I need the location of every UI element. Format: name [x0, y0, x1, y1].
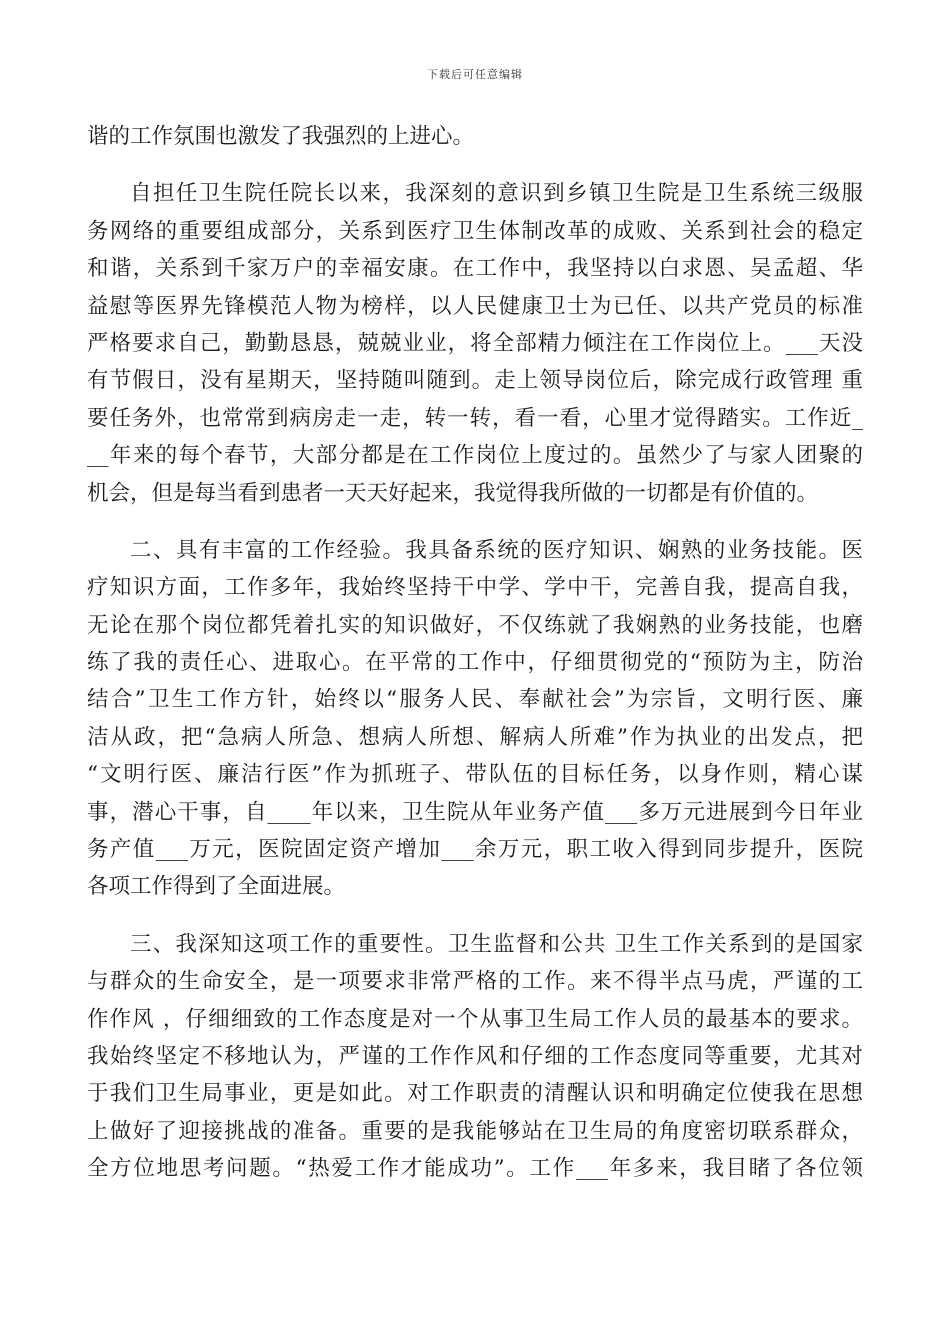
text-line: 有节假日，没有星期天，坚持随叫随到。走上领导岗位后，除完成行政管理 重 — [87, 368, 863, 394]
text-line: 于我们卫生局事业，更是如此。对工作职责的清醒认识和明确定位使我在思想 — [87, 1081, 863, 1107]
text-line: 全方位地思考问题。“热爱工作才能成功”。工作___年多来，我目睹了各位领 — [87, 1156, 863, 1182]
text-line: 三、我深知这项工作的重要性。卫生监督和公共 卫生工作关系到的是国家 — [130, 931, 863, 957]
text-line: 严格要求自己，勤勤恳恳，兢兢业业，将全部精力倾注在工作岗位上。___天没 — [87, 330, 863, 356]
paragraph — [87, 175, 863, 512]
paragraph — [87, 118, 863, 155]
text-line: 要任务外，也常常到病房走一走，转一转，看一看，心里才觉得踏实。工作近_ — [87, 405, 863, 431]
text-line: 结合”卫生工作方针，始终以“服务人民、奉献社会”为宗旨，文明行医、廉 — [87, 687, 863, 713]
document-body — [87, 118, 863, 1188]
text-line: 二、具有丰富的工作经验。我具备系统的医疗知识、娴熟的业务技能。医 — [130, 537, 863, 563]
page-header: 下载后可任意编辑 — [427, 68, 523, 81]
text-line: __年来的每个春节，大部分都是在工作岗位上度过的。虽然少了与家人团聚的 — [87, 443, 863, 469]
text-line: 机会，但是每当看到患者一天天好起来，我觉得我所做的一切都是有价值的。 — [87, 480, 819, 506]
paragraph — [87, 532, 863, 906]
text-line: 谐的工作氛围也激发了我强烈的上进心。 — [87, 124, 475, 149]
text-line: 自担任卫生院任院长以来，我深刻的意识到乡镇卫生院是卫生系统三级服 — [130, 181, 863, 207]
text-line: 益慰等医界先锋模范人物为榜样，以人民健康卫士为已任、以共产党员的标准 — [87, 293, 863, 319]
paragraph — [87, 926, 863, 1188]
text-line: 洁从政，把“急病人所急、想病人所想、解病人所难”作为执业的出发点，把 — [87, 724, 863, 750]
text-line: 疗知识方面，工作多年，我始终坚持干中学、学中干，完善自我，提高自我， — [87, 575, 863, 601]
text-line: 和谐，关系到千家万户的幸福安康。在工作中，我坚持以白求恩、吴孟超、华 — [87, 256, 863, 282]
text-line: 作作风 ，仔细细致的工作态度是对一个从事卫生局工作人员的最基本的要求。 — [87, 1006, 863, 1032]
text-line: 无论在那个岗位都凭着扎实的知识做好，不仅练就了我娴熟的业务技能，也磨 — [87, 612, 863, 638]
text-line: 与群众的生命安全，是一项要求非常严格的工作。来不得半点马虎，严谨的工 — [87, 969, 863, 995]
text-line: “文明行医、廉洁行医”作为抓班子、带队伍的目标任务，以身作则，精心谋 — [87, 762, 863, 788]
text-line: 我始终坚定不移地认为，严谨的工作作风和仔细的工作态度同等重要，尤其对 — [87, 1043, 863, 1069]
text-line: 务网络的重要组成部分，关系到医疗卫生体制改革的成败、关系到社会的稳定 — [87, 218, 863, 244]
text-line: 上做好了迎接挑战的准备。重要的是我能够站在卫生局的角度密切联系群众， — [87, 1118, 863, 1144]
text-line: 务产值___万元，医院固定资产增加___余万元，职工收入得到同步提升，医院 — [87, 837, 863, 863]
text-line: 事，潜心干事，自____年以来，卫生院从年业务产值___多万元进展到今日年业 — [87, 799, 863, 825]
text-line: 练了我的责任心、进取心。在平常的工作中，仔细贯彻党的“预防为主，防治 — [87, 650, 863, 676]
text-line: 各项工作得到了全面进展。 — [87, 874, 346, 900]
